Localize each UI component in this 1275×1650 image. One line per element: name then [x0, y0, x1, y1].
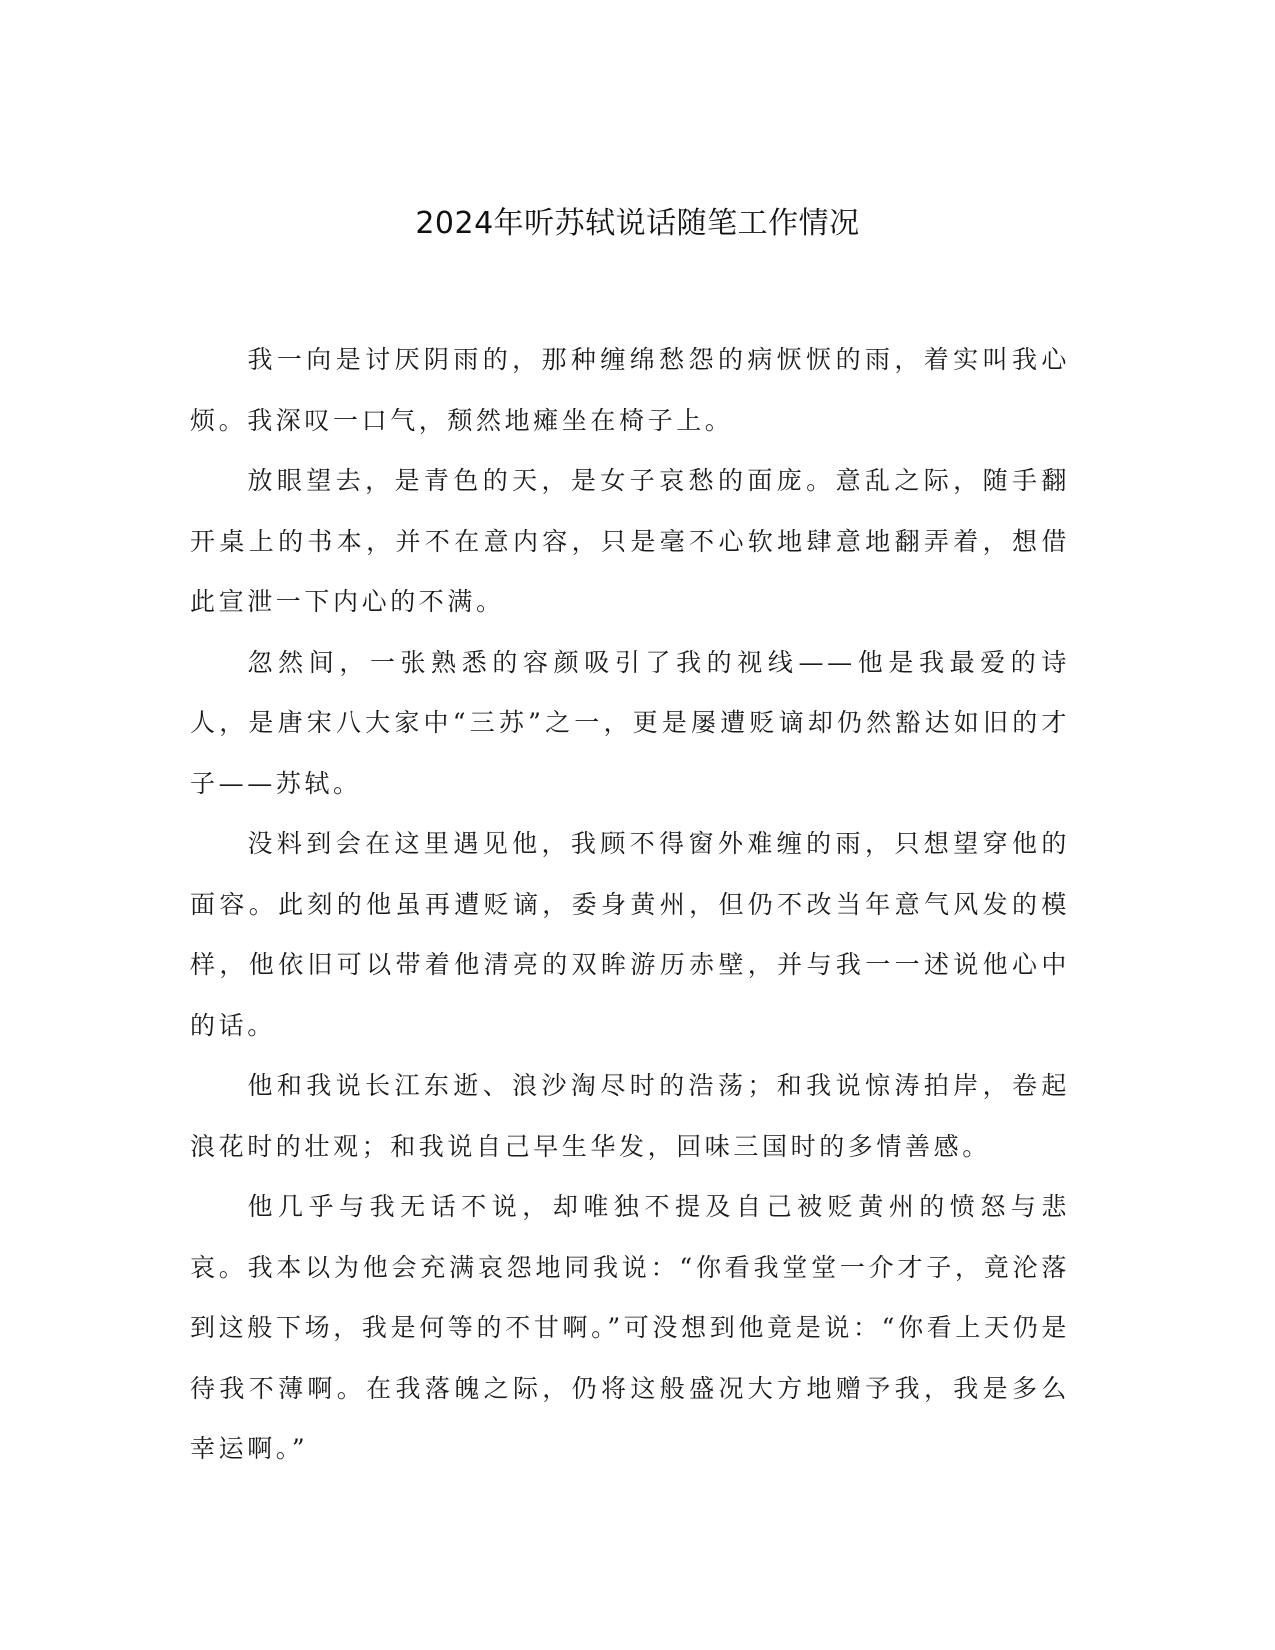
paragraph: 我一向是讨厌阴雨的，那种缠绵愁怨的病恹恹的雨，着实叫我心烦。我深叹一口气，颓然地瘫坐在椅子上。 [190, 345, 1070, 435]
paragraph: 忽然间，一张熟悉的容颜吸引了我的视线——他是我最爱的诗人，是唐宋八大家中“三苏”之一，更是屡遭贬谪却仍然豁达如旧的才子——苏轼。 [190, 647, 1070, 798]
document-title: 2024年听苏轼说话随笔工作情况 [415, 206, 860, 241]
paragraph: 他几乎与我无话不说，却唯独不提及自己被贬黄州的愤怒与悲哀。我本以为他会充满哀怨地同我说：“你看我堂堂一介才子，竟沦落到这般下场，我是何等的不甘啊。”可没想到他竟是说：“你看上天仍是待我不薄啊。在我落魄之际，仍将这般盛况大方地赠予我，我是多么幸运啊。” [190, 1192, 1070, 1463]
paragraph: 放眼望去，是青色的天，是女子哀愁的面庞。意乱之际，随手翻开桌上的书本，并不在意内容，只是毫不心软地肆意地翻弄着，想借此宣泄一下内心的不满。 [190, 466, 1070, 616]
paragraph: 没料到会在这里遇见他，我顾不得窗外难缠的雨，只想望穿他的面容。此刻的他虽再遭贬谪，委身黄州，但仍不改当年意气风发的模样，他依旧可以带着他清亮的双眸游历赤壁，并与我一一述说他心中的话。 [190, 829, 1070, 1040]
document-body [190, 330, 1070, 1480]
paragraph: 他和我说长江东逝、浪沙淘尽时的浩荡；和我说惊涛拍岸，卷起浪花时的壮观；和我说自己早生华发，回味三国时的多情善感。 [190, 1071, 1070, 1161]
